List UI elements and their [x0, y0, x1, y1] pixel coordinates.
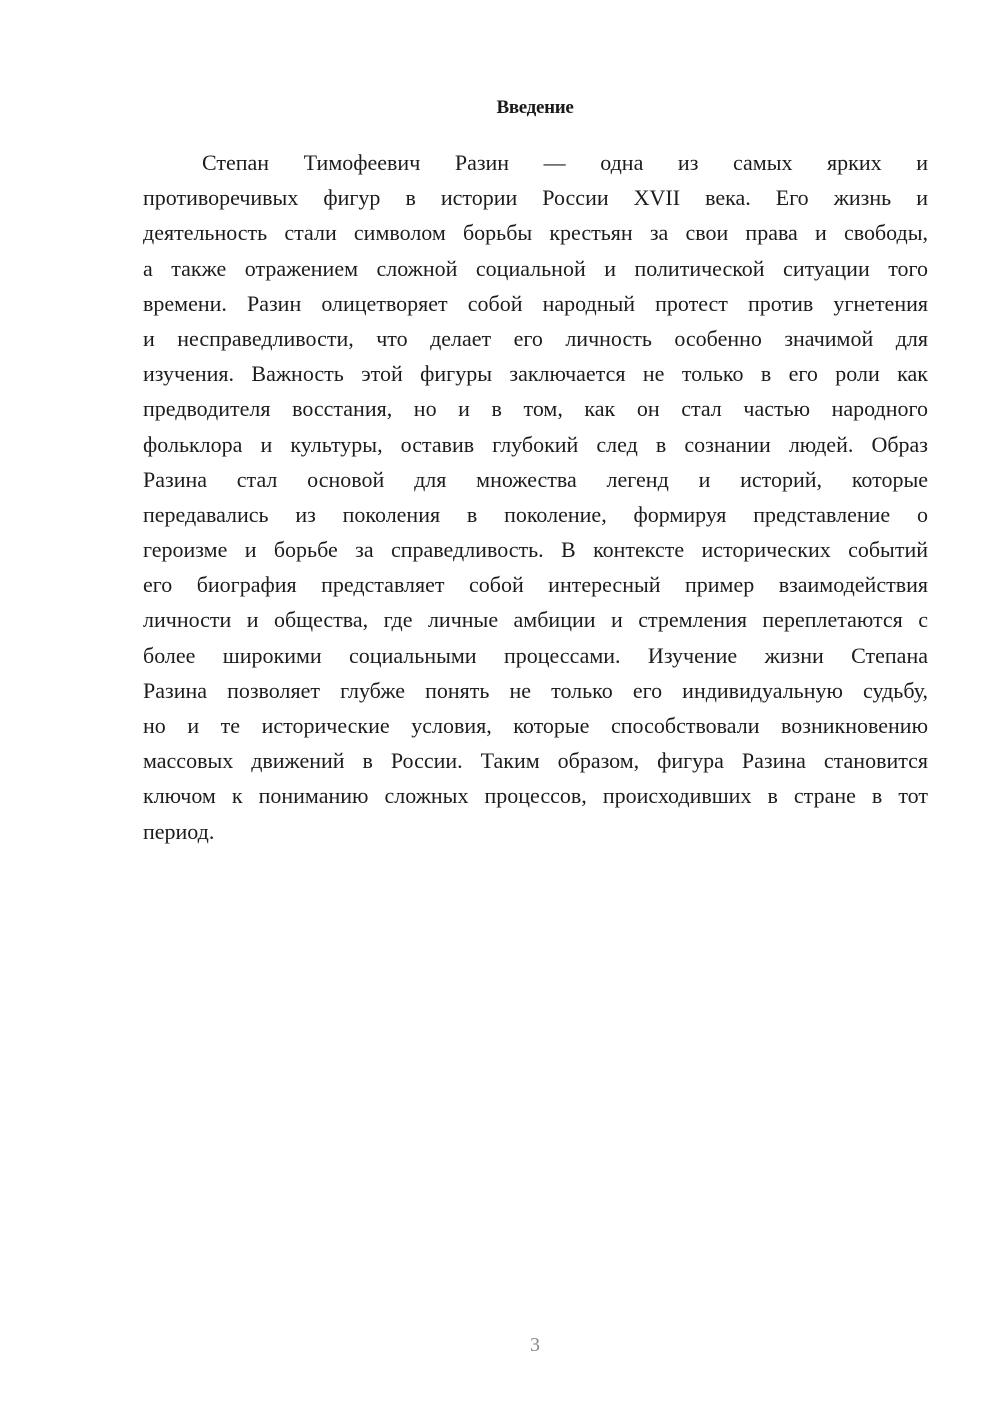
- paragraph-line: передавались из поколения в поколение, формируя представление о: [143, 501, 928, 527]
- paragraph-line: Разина стал основой для множества легенд и историй, которые: [143, 466, 928, 492]
- paragraph-line: фольклора и культуры, оставив глубокий след в сознании людей. Образ: [143, 431, 928, 457]
- paragraph-line: изучения. Важность этой фигуры заключается не только в его роли как: [143, 361, 928, 387]
- paragraph-line: массовых движений в России. Таким образом, фигура Разина становится: [143, 748, 928, 774]
- paragraph-line: деятельность стали символом борьбы крестьян за свои права и свободы,: [143, 220, 928, 246]
- paragraph-line: более широкими социальными процессами. Изучение жизни Степана: [143, 642, 928, 668]
- paragraph-line: героизме и борьбе за справедливость. В контексте исторических событий: [143, 537, 928, 563]
- paragraph-line: противоречивых фигур в истории России XVII века. Его жизнь и: [143, 185, 928, 211]
- paragraph-line: времени. Разин олицетворяет собой народный протест против угнетения: [143, 290, 928, 316]
- paragraph-line: предводителя восстания, но и в том, как он стал частью народного: [143, 396, 928, 422]
- paragraph-line: а также отражением сложной социальной и политической ситуации того: [143, 255, 928, 281]
- body-paragraph: [143, 145, 928, 849]
- page-number: 3: [530, 1334, 540, 1356]
- section-title: Введение: [496, 97, 574, 118]
- paragraph-line: его биография представляет собой интересный пример взаимодействия: [143, 572, 928, 598]
- paragraph-line: Степан Тимофеевич Разин — одна из самых ярких и: [202, 150, 928, 175]
- paragraph-line: личности и общества, где личные амбиции и стремления переплетаются с: [143, 607, 928, 633]
- paragraph-line: период.: [143, 818, 215, 844]
- paragraph-line: ключом к пониманию сложных процессов, происходивших в стране в тот: [143, 783, 928, 809]
- paragraph-line: Разина позволяет глубже понять не только его индивидуальную судьбу,: [143, 677, 928, 703]
- paragraph-line: и несправедливости, что делает его личность особенно значимой для: [143, 325, 928, 351]
- paragraph-line: но и те исторические условия, которые способствовали возникновению: [143, 713, 928, 738]
